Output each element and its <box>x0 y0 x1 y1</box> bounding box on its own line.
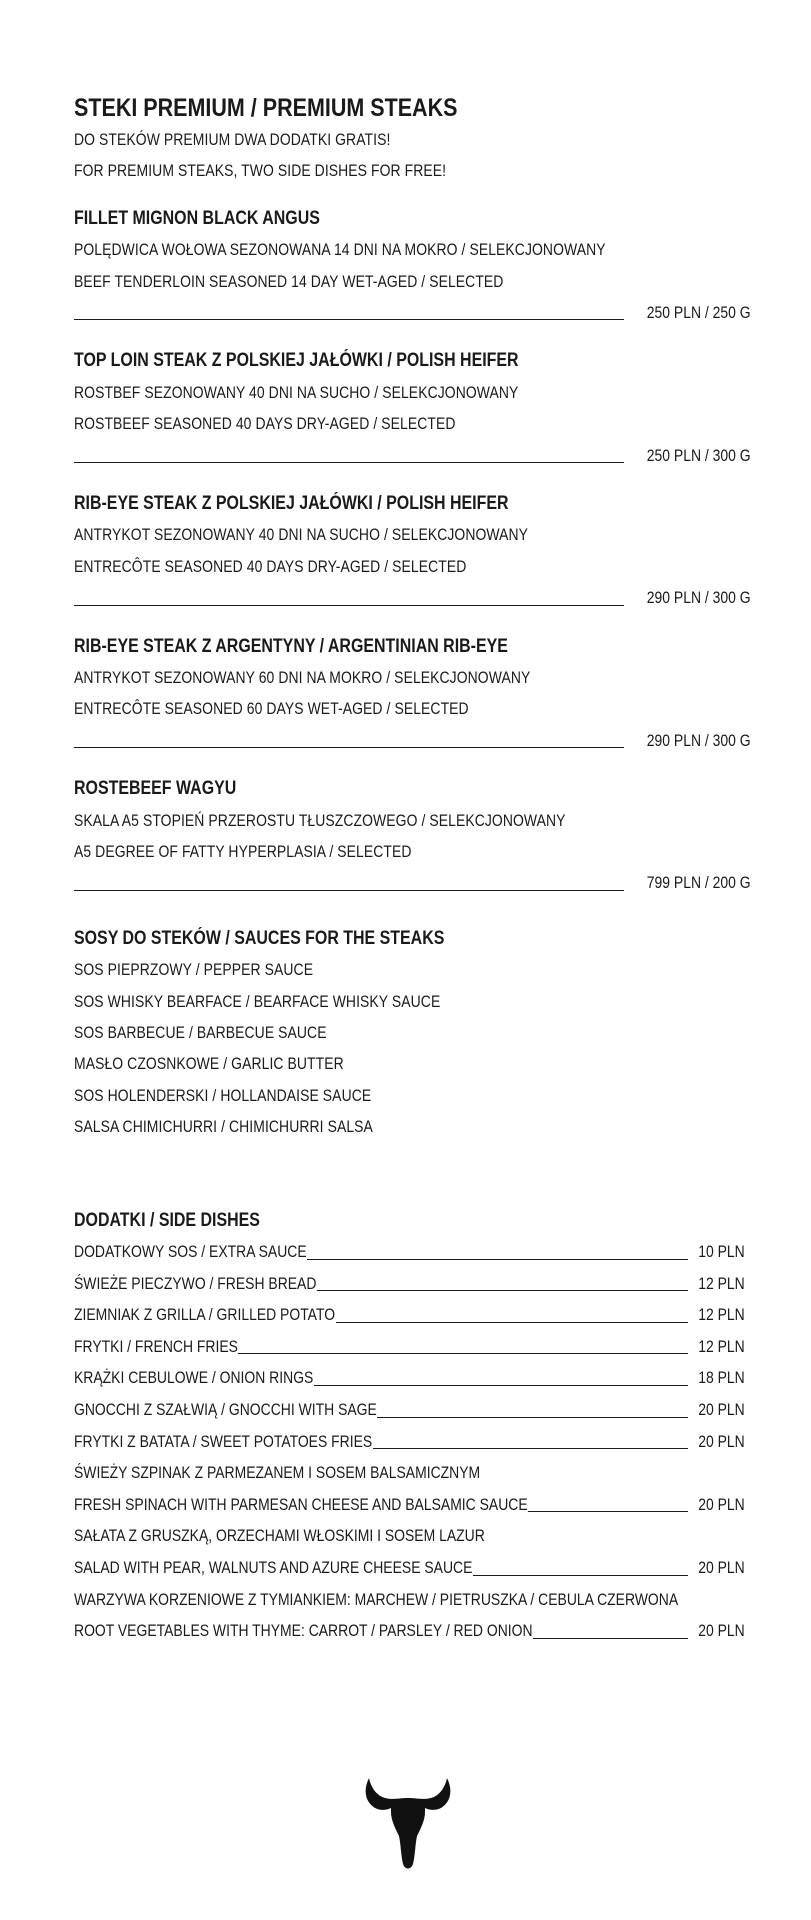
sauce-item: SOS PIEPRZOWY / PEPPER SAUCE <box>74 960 314 980</box>
side-dish-price: 20 PLN <box>698 1431 745 1451</box>
side-dish-row <box>74 1268 745 1300</box>
section-heading: DODATKI / SIDE DISHES <box>74 1209 260 1231</box>
sauce-item: SALSA CHIMICHURRI / CHIMICHURRI SALSA <box>74 1117 373 1137</box>
side-dish-price: 10 PLN <box>698 1242 745 1262</box>
side-dish-row <box>74 1552 745 1584</box>
leader-line <box>377 1417 688 1418</box>
menu-item <box>74 773 751 899</box>
price-row <box>74 867 751 898</box>
side-dish-row <box>74 1362 745 1394</box>
intro-english: FOR PREMIUM STEAKS, TWO SIDE DISHES FOR FREE! <box>74 161 447 181</box>
leader-line <box>74 890 624 891</box>
side-dishes-list <box>74 1236 745 1647</box>
price-row <box>74 440 751 471</box>
section-heading: SOSY DO STEKÓW / SAUCES FOR THE STEAKS <box>74 927 445 949</box>
item-description-english: ENTRECÔTE SEASONED 60 DAYS WET-AGED / SELECTED <box>74 699 469 719</box>
side-dish-row <box>74 1394 745 1426</box>
leader-line <box>314 1385 688 1386</box>
menu-item <box>74 488 751 614</box>
side-dish-name-line: SAŁATA Z GRUSZKĄ, ORZECHAMI WŁOSKIMI I SOSEM LAZUR <box>74 1526 485 1546</box>
item-description-english: ROSTBEEF SEASONED 40 DAYS DRY-AGED / SELECTED <box>74 414 456 434</box>
item-description-polish: ROSTBEF SEZONOWANY 40 DNI NA SUCHO / SELEKCJONOWANY <box>74 382 519 402</box>
side-dish-name: KRĄŻKI CEBULOWE / ONION RINGS <box>74 1368 314 1388</box>
item-price: 290 PLN / 300 G <box>646 588 751 608</box>
section-title: STEKI PREMIUM / PREMIUM STEAKS <box>74 94 458 122</box>
side-dish-price: 12 PLN <box>698 1336 745 1356</box>
premium-steaks-section <box>74 92 751 899</box>
item-description-english: ENTRECÔTE SEASONED 40 DAYS DRY-AGED / SELECTED <box>74 556 467 576</box>
section-intro <box>74 124 744 187</box>
price-row <box>74 297 751 328</box>
item-description-polish: ANTRYKOT SEZONOWANY 40 DNI NA SUCHO / SELEKCJONOWANY <box>74 525 529 545</box>
side-dish-price: 18 PLN <box>698 1368 745 1388</box>
side-dish-row <box>74 1331 745 1363</box>
side-dish-name: FRYTKI Z BATATA / SWEET POTATOES FRIES <box>74 1431 373 1451</box>
intro-polish: DO STEKÓW PREMIUM DWA DODATKI GRATIS! <box>74 130 391 149</box>
side-dish-name: SALAD WITH PEAR, WALNUTS AND AZURE CHEESE SAUCE <box>74 1558 473 1578</box>
side-dish-price: 20 PLN <box>698 1558 745 1578</box>
side-dish-name: GNOCCHI Z SZAŁWIĄ / GNOCCHI WITH SAGE <box>74 1400 377 1420</box>
leader-line <box>473 1575 688 1576</box>
sauce-item: SOS WHISKY BEARFACE / BEARFACE WHISKY SAUCE <box>74 991 441 1011</box>
side-dish-name: FRYTKI / FRENCH FRIES <box>74 1336 238 1356</box>
side-dish-row <box>74 1236 745 1268</box>
item-name: RIB-EYE STEAK Z POLSKIEJ JAŁÓWKI / POLISH HEIFER <box>74 493 509 515</box>
side-dish-price: 20 PLN <box>698 1621 745 1641</box>
side-dish-price: 12 PLN <box>698 1273 745 1293</box>
item-name: TOP LOIN STEAK Z POLSKIEJ JAŁÓWKI / POLISH HEIFER <box>74 350 519 372</box>
item-price: 250 PLN / 300 G <box>646 445 751 465</box>
side-dish-name: ROOT VEGETABLES WITH THYME: CARROT / PARSLEY / RED ONION <box>74 1621 533 1641</box>
menu-item <box>74 345 751 471</box>
side-dishes-section <box>74 1205 745 1647</box>
side-dish-name-line: WARZYWA KORZENIOWE Z TYMIANKIEM: MARCHEW / PIETRUSZKA / CEBULA CZERWONA <box>74 1589 679 1609</box>
item-description-polish: POLĘDWICA WOŁOWA SEZONOWANA 14 DNI NA MOKRO / SELEKCJONOWANY <box>74 240 606 260</box>
bull-head-icon <box>361 1776 455 1872</box>
item-description-english: A5 DEGREE OF FATTY HYPERPLASIA / SELECTED <box>74 842 412 862</box>
side-dish-row <box>74 1299 745 1331</box>
item-description-english: BEEF TENDERLOIN SEASONED 14 DAY WET-AGED / SELECTED <box>74 271 504 291</box>
menu-item <box>74 631 751 757</box>
sauce-item: SOS HOLENDERSKI / HOLLANDAISE SAUCE <box>74 1085 372 1105</box>
item-description-polish: SKALA A5 STOPIEŃ PRZEROSTU TŁUSZCZOWEGO / SELEKCJONOWANY <box>74 810 566 830</box>
price-row <box>74 582 751 613</box>
leader-line <box>238 1353 688 1354</box>
item-description-polish: ANTRYKOT SEZONOWANY 60 DNI NA MOKRO / SELEKCJONOWANY <box>74 668 531 688</box>
item-name: ROSTEBEEF WAGYU <box>74 778 237 800</box>
sauce-item: SOS BARBECUE / BARBECUE SAUCE <box>74 1023 327 1043</box>
item-name: FILLET MIGNON BLACK ANGUS <box>74 207 320 229</box>
side-dish-name: FRESH SPINACH WITH PARMESAN CHEESE AND BALSAMIC SAUCE <box>74 1494 528 1514</box>
sauce-item: MASŁO CZOSNKOWE / GARLIC BUTTER <box>74 1054 344 1074</box>
side-dish-price: 12 PLN <box>698 1305 745 1325</box>
item-price: 290 PLN / 300 G <box>646 730 751 750</box>
item-price: 250 PLN / 250 G <box>646 303 751 323</box>
leader-line <box>307 1259 688 1260</box>
side-dish-name: ZIEMNIAK Z GRILLA / GRILLED POTATO <box>74 1305 336 1325</box>
side-dish-name: ŚWIEŻE PIECZYWO / FRESH BREAD <box>74 1273 317 1293</box>
leader-line <box>74 462 624 463</box>
menu-page <box>74 92 751 1647</box>
leader-line <box>533 1638 688 1639</box>
side-dish-name: DODATKOWY SOS / EXTRA SAUCE <box>74 1242 307 1262</box>
leader-line <box>74 605 624 606</box>
sauces-section <box>74 923 744 1143</box>
side-dish-row <box>74 1615 745 1647</box>
price-row <box>74 725 751 756</box>
leader-line <box>74 319 624 320</box>
menu-item <box>74 203 751 329</box>
leader-line <box>528 1511 688 1512</box>
side-dish-price: 20 PLN <box>698 1400 745 1420</box>
leader-line <box>373 1448 688 1449</box>
item-price: 799 PLN / 200 G <box>646 873 751 893</box>
leader-line <box>336 1322 688 1323</box>
side-dish-row <box>74 1426 745 1458</box>
side-dish-name-line: ŚWIEŻY SZPINAK Z PARMEZANEM I SOSEM BALSAMICZNYM <box>74 1463 481 1483</box>
leader-line <box>74 747 624 748</box>
side-dish-row <box>74 1489 745 1521</box>
item-name: RIB-EYE STEAK Z ARGENTYNY / ARGENTINIAN RIB-EYE <box>74 635 508 657</box>
leader-line <box>317 1290 688 1291</box>
side-dish-price: 20 PLN <box>698 1494 745 1514</box>
